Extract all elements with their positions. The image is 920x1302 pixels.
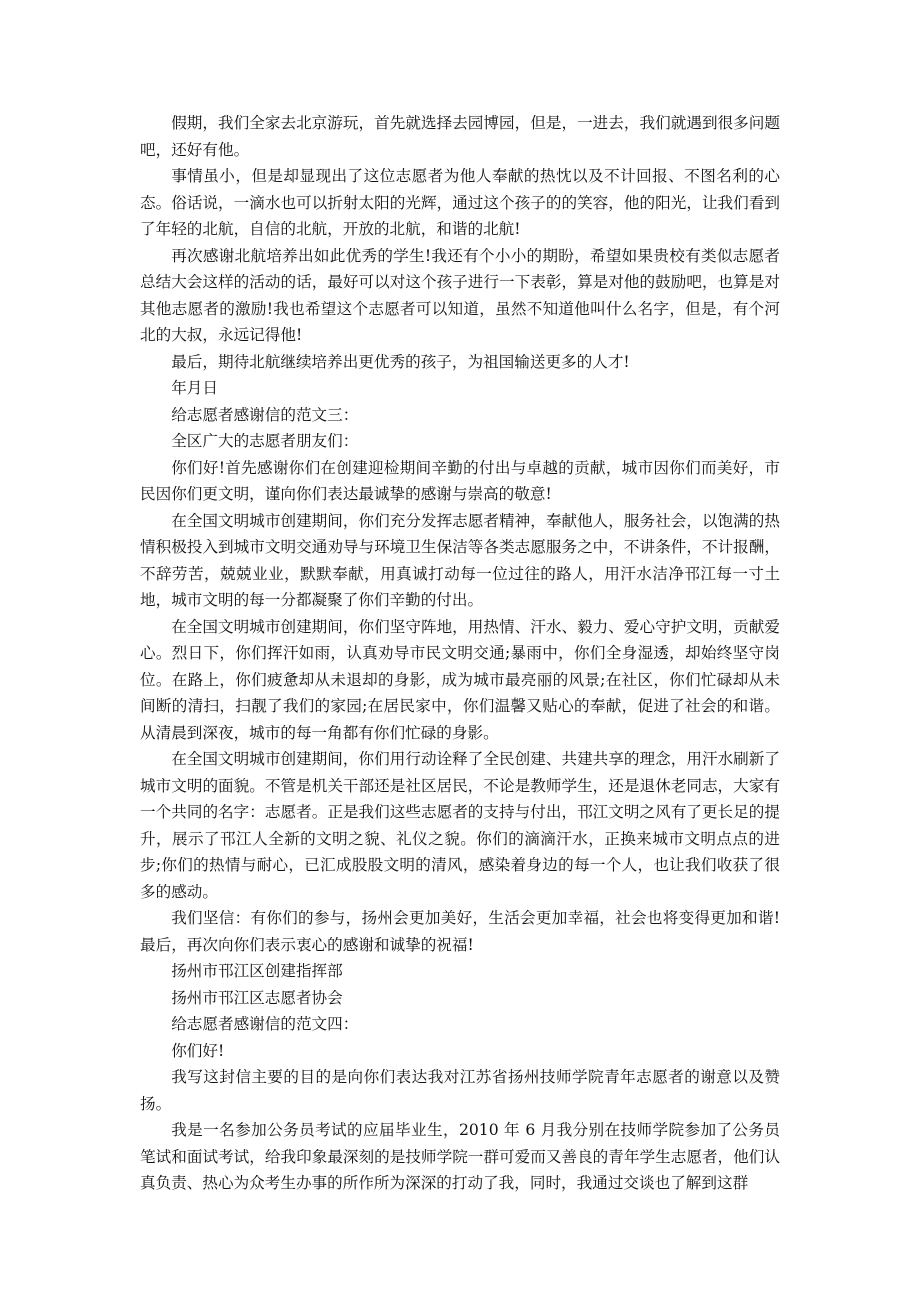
signature-line-1: 扬州市邗江区创建指挥部 [171, 962, 343, 980]
signature-line-2: 扬州市邗江区志愿者协会 [171, 988, 343, 1007]
paragraph-4: 最后，期待北航继续培养出更优秀的孩子，为祖国输送更多的人才! [171, 352, 630, 371]
paragraph-1: 假期，我们全家去北京游玩，首先就选择去园博园，但是，一进去，我们就遇到很多问题吧，还好有他。 [140, 114, 780, 159]
paragraph-6: 在全国文明城市创建期间，你们充分发挥志愿者精神，奉献他人，服务社会，以饱满的热情积极投入到城市文明交通劝导与环境卫生保洁等各类志愿服务之中，不讲条件，不计报酬，不辞劳苦，兢兢业业，默默奉献，用真诚打动每一位过往的路人，用汗水洁净邗江每一寸土地，城市文明的每一分都凝聚了你们辛勤的付出。 [140, 511, 780, 609]
paragraph-9: 我们坚信：有你们的参与，扬州会更加美好，生活会更加幸福，社会也将变得更加和谐!最后，再次向你们表示衷心的感谢和诚挚的祝福! [140, 909, 780, 954]
document-body [140, 110, 780, 1197]
section-heading-3: 给志愿者感谢信的范文三： [171, 405, 359, 424]
paragraph-7: 在全国文明城市创建期间，你们坚守阵地，用热情、汗水、毅力、爱心守护文明，贡献爱心。烈日下，你们挥汗如雨，认真劝导市民文明交通;暴雨中，你们全身湿透，却始终坚守岗位。在路上，你们疲惫却从未退却的身影，成为城市最亮丽的风景;在社区，你们忙碌却从未间断的清扫，扫靓了我们的家园;在居民家中，你们温馨又贴心的奉献，促进了社会的和谐。从清晨到深夜，城市的每一角都有你们忙碌的身影。 [140, 617, 780, 742]
paragraph-8: 在全国文明城市创建期间，你们用行动诠释了全民创建、共建共享的理念，用汗水刷新了城市文明的面貌。不管是机关干部还是社区居民，不论是教师学生，还是退休老同志，大家有一个共同的名字：志愿者。正是我们这些志愿者的支持与付出，邗江文明之风有了更长足的提升，展示了邗江人全新的文明之貌、礼仪之貌。你们的滴滴汗水，正换来城市文明点点的进步;你们的热情与耐心，已汇成股股文明的清风，感染着身边的每一个人，也让我们收获了很多的感动。 [140, 750, 780, 901]
salutation-3: 全区广大的志愿者朋友们： [171, 432, 359, 450]
salutation-4: 你们好! [171, 1041, 225, 1060]
date-line: 年月日 [171, 379, 218, 397]
paragraph-11: 我是一名参加公务员考试的应届毕业生，2010 年 6 月我分别在技师学院参加了公务员笔试和面试考试，给我印象最深刻的是技师学院一群可爱而又善良的青年学生志愿者，他们认真负责、热心为众考生办事的所作所为深深的打动了我，同时，我通过交谈也了解到这群 [140, 1121, 780, 1192]
paragraph-5: 你们好!首先感谢你们在创建迎检期间辛勤的付出与卓越的贡献，城市因你们而美好，市民因你们更文明，谨向你们表达最诚挚的感谢与崇高的敬意! [140, 458, 780, 503]
section-heading-4: 给志愿者感谢信的范文四： [171, 1015, 359, 1033]
paragraph-3: 再次感谢北航培养出如此优秀的学生!我还有个小小的期盼，希望如果贵校有类似志愿者总结大会这样的活动的话，最好可以对这个孩子进行一下表彰，算是对他的鼓励吧，也算是对其他志愿者的激励!我也希望这个志愿者可以知道，虽然不知道他叫什么名字，但是，有个河北的大叔，永远记得他! [140, 246, 780, 344]
paragraph-10: 我写这封信主要的目的是向你们表达我对江苏省扬州技师学院青年志愿者的谢意以及赞扬。 [140, 1068, 780, 1113]
paragraph-2: 事情虽小，但是却显现出了这位志愿者为他人奉献的热忱以及不计回报、不图名利的心态。俗话说，一滴水也可以折射太阳的光辉，通过这个孩子的的笑容，他的阳光，让我们看到了年轻的北航，自信的北航，开放的北航，和谐的北航! [140, 167, 780, 238]
